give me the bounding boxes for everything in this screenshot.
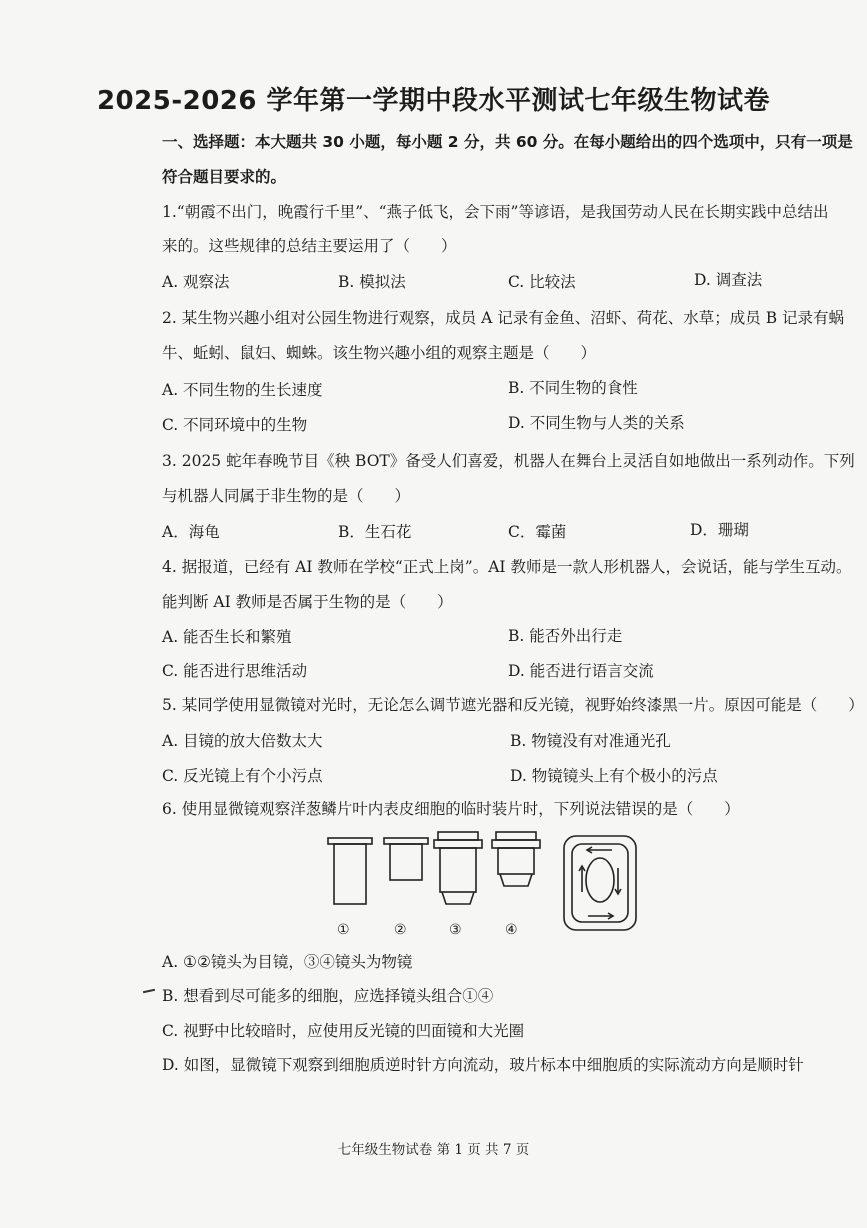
question-3-line1: 3. 2025 蛇年春晚节目《秧 BOT》备受人们喜爱，机器人在舞台上灵活自如地做出一系列动作。下列 xyxy=(162,452,855,470)
question-5-line1: 5. 某同学使用显微镜对光时，无论怎么调节遮光器和反光镜，视野始终漆黑一片。原因可能是（ ） xyxy=(162,696,864,714)
q3-option-d: D．珊瑚 xyxy=(690,521,749,539)
q6-option-c: C. 视野中比较暗时，应使用反光镜的凹面镜和大光圈 xyxy=(162,1022,525,1040)
question-1-line2: 来的。这些规律的总结主要运用了（ ） xyxy=(162,237,457,255)
q5-option-d: D. 物镜镜头上有个极小的污点 xyxy=(510,767,718,785)
question-2-line2: 牛、蚯蚓、鼠妇、蜘蛛。该生物兴趣小组的观察主题是（ ） xyxy=(162,344,597,362)
lens-4-objective xyxy=(492,832,540,886)
figure-label-3: ③ xyxy=(449,922,462,938)
q2-option-a: A. 不同生物的生长速度 xyxy=(162,381,323,399)
lens-1-eyepiece xyxy=(328,838,372,904)
q2-option-b: B. 不同生物的食性 xyxy=(508,379,638,397)
microscope-lens-figure xyxy=(320,830,640,940)
q1-option-b: B. 模拟法 xyxy=(338,273,406,291)
pen-mark xyxy=(143,989,155,993)
question-2-line1: 2. 某生物兴趣小组对公园生物进行观察，成员 A 记录有金鱼、沼虾、荷花、水草；成员 B 记录有蜗 xyxy=(162,309,845,327)
q5-option-c: C. 反光镜上有个小污点 xyxy=(162,767,323,785)
lens-2-eyepiece xyxy=(384,838,428,880)
q6-option-a: A. ①②镜头为目镜，③④镜头为物镜 xyxy=(162,953,413,971)
question-6-line1: 6. 使用显微镜观察洋葱鳞片叶内表皮细胞的临时装片时，下列说法错误的是（ ） xyxy=(162,800,740,818)
q4-option-c: C. 能否进行思维活动 xyxy=(162,662,308,680)
page-title: 2025-2026 学年第一学期中段水平测试七年级生物试卷 xyxy=(96,86,771,116)
q1-option-a: A. 观察法 xyxy=(162,273,230,291)
question-1-line1: 1.“朝霞不出门，晚霞行千里”、“燕子低飞，会下雨”等谚语，是我国劳动人民在长期实践中总结出 xyxy=(162,203,829,221)
page-footer: 七年级生物试卷 第 1 页 共 7 页 xyxy=(337,1142,530,1158)
question-4-line2: 能判断 AI 教师是否属于生物的是（ ） xyxy=(162,593,453,611)
q3-option-c: C．霉菌 xyxy=(508,523,567,541)
figure-label-1: ① xyxy=(337,922,350,938)
section-instructions-line2: 符合题目要求的。 xyxy=(162,168,287,186)
q4-option-d: D. 能否进行语言交流 xyxy=(508,662,654,680)
q2-option-c: C. 不同环境中的生物 xyxy=(162,416,308,434)
lens-diagram xyxy=(320,830,640,940)
q4-option-b: B. 能否外出行走 xyxy=(508,627,623,645)
q6-option-b: B. 想看到尽可能多的细胞，应选择镜头组合①④ xyxy=(162,987,494,1005)
q5-option-a: A. 目镜的放大倍数太大 xyxy=(162,732,323,750)
lens-3-objective xyxy=(434,832,482,904)
q3-option-b: B．生石花 xyxy=(338,523,412,541)
q5-option-b: B. 物镜没有对准通光孔 xyxy=(510,732,671,750)
question-3-line2: 与机器人同属于非生物的是（ ） xyxy=(162,487,411,505)
section-instructions-line1: 一、选择题：本大题共 30 小题，每小题 2 分，共 60 分。在每小题给出的四个选项中，只有一项是 xyxy=(162,133,853,151)
q4-option-a: A. 能否生长和繁殖 xyxy=(162,628,292,646)
q1-option-d: D. 调查法 xyxy=(694,271,763,289)
q2-option-d: D. 不同生物与人类的关系 xyxy=(508,414,685,432)
question-4-line1: 4. 据报道，已经有 AI 教师在学校“正式上岗”。AI 教师是一款人形机器人，会说话，能与学生互动。 xyxy=(162,558,852,576)
figure-label-4: ④ xyxy=(505,922,518,938)
cytoplasm-flow-cell xyxy=(564,836,636,930)
q3-option-a: A．海龟 xyxy=(162,523,220,541)
q6-option-d: D. 如图，显微镜下观察到细胞质逆时针方向流动，玻片标本中细胞质的实际流动方向是顺时针 xyxy=(162,1056,804,1074)
figure-label-2: ② xyxy=(394,922,407,938)
q1-option-c: C. 比较法 xyxy=(508,273,576,291)
